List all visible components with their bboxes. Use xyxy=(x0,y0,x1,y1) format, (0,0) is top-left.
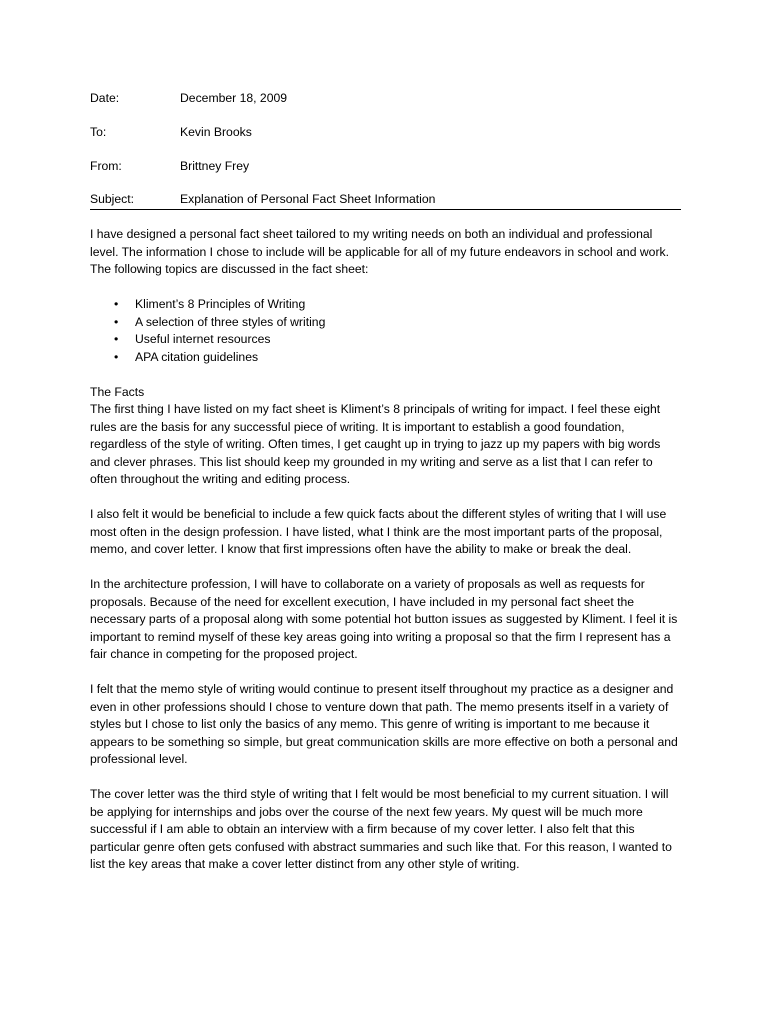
body-paragraph: I also felt it would be beneficial to include a few quick facts about the different styles of writing that I will use most often in the design profession. I have listed, what I think are the most important parts of the proposal, memo, and cover letter. I know that first impressions often have the ability to make or break the deal. xyxy=(90,507,667,556)
body-paragraph: I felt that the memo style of writing would continue to present itself throughout my practice as a designer and even in other professions should I chose to venture down that path. The memo presents itself in a variety of styles but I chose to list only the basics of any memo. This genre of writing is important to me because it appears to be something so simple, but great communication skills are more effective on both a personal and professional level. xyxy=(90,682,678,766)
from-row xyxy=(90,158,681,176)
subject-label: Subject: xyxy=(90,192,135,206)
body-paragraph: The cover letter was the third style of writing that I felt would be most beneficial to my current situation. I will be applying for internships and jobs over the course of the next few years. My quest will be much more successful if I am able to obtain an interview with a firm because of my cover letter. I also felt that this particular genre often gets confused with abstract summaries and such like that. For this reason, I wanted to list the key areas that make a cover letter distinct from any other style of writing. xyxy=(90,787,672,871)
list-item-text: Kliment’s 8 Principles of Writing xyxy=(135,297,306,311)
header-divider xyxy=(90,209,681,210)
from-label: From: xyxy=(90,159,122,173)
date-value: December 18, 2009 xyxy=(180,91,288,105)
body-paragraph: The first thing I have listed on my fact sheet is Kliment’s 8 principals of writing for impact. I feel these eight rules are the basis for any successful piece of writing. It is important to establish a good foundation, regardless of the style of writing. Often times, I get caught up in trying to jazz up my papers with big words and clever phrases. This list should keep my grounded in my writing and serve as a list that I can refer to often throughout the writing and editing process. xyxy=(90,402,661,486)
list-item xyxy=(90,314,681,332)
bullet-icon: • xyxy=(114,314,119,329)
list-item-text: Useful internet resources xyxy=(135,332,271,346)
topics-list xyxy=(90,296,681,366)
subject-row xyxy=(90,191,681,209)
list-item xyxy=(90,331,681,349)
list-item xyxy=(90,349,681,367)
bullet-icon: • xyxy=(114,349,119,364)
to-value: Kevin Brooks xyxy=(180,125,252,139)
date-row xyxy=(90,90,681,108)
bullet-icon: • xyxy=(114,297,119,311)
to-label: To: xyxy=(90,125,107,139)
bullet-icon: • xyxy=(114,332,119,346)
list-item xyxy=(90,296,681,314)
list-item-text: APA citation guidelines xyxy=(135,349,259,364)
facts-heading: The Facts xyxy=(90,384,145,399)
to-row xyxy=(90,124,681,142)
from-value: Brittney Frey xyxy=(180,159,250,173)
subject-value: Explanation of Personal Fact Sheet Information xyxy=(180,192,436,206)
intro-paragraph: I have designed a personal fact sheet tailored to my writing needs on both an individual and professional level. The information I chose to include will be applicable for all of my future endeavors in school and work. The following topics are discussed in the fact sheet: xyxy=(90,227,669,276)
memo-body xyxy=(90,226,681,891)
body-paragraph: In the architecture profession, I will have to collaborate on a variety of proposals as well as requests for proposals. Because of the need for excellent execution, I have included in my personal fact sheet the necessary parts of a proposal along with some potential hot button issues as suggested by Kliment. I feel it is important to remind myself of these key areas going into writing a proposal so that the firm I represent has a fair chance in competing for the proposed project. xyxy=(90,577,678,661)
date-label: Date: xyxy=(90,91,120,105)
list-item-text: A selection of three styles of writing xyxy=(135,314,326,329)
